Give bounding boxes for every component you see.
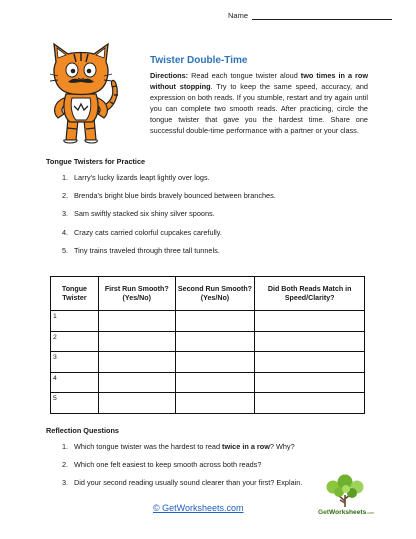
row-number: 3 (51, 352, 99, 373)
twister-text: Larry's lucky lizards leapt lightly over logs. (74, 173, 210, 182)
match-cell[interactable] (255, 311, 365, 332)
list-item (62, 460, 302, 478)
match-cell[interactable] (255, 393, 365, 414)
twister-text: Brenda's bright blue birds bravely bounced between branches. (74, 191, 276, 201)
twister-text: Crazy cats carried colorful cupcakes carefully. (74, 227, 222, 237)
table-header-row (51, 277, 365, 311)
tongue-twister-list (62, 173, 276, 264)
second-run-cell[interactable] (175, 393, 255, 414)
item-number: 3. (62, 478, 69, 488)
list-item (62, 209, 276, 227)
table-row (51, 372, 365, 393)
list-item (62, 442, 302, 460)
row-number: 4 (51, 372, 99, 393)
question-text: Which one felt easiest to keep smooth across both reads? (74, 460, 262, 470)
name-blank-line[interactable] (252, 11, 392, 20)
table-row (51, 393, 365, 414)
list-item (62, 173, 276, 191)
directions-text-1: Read each tongue twister aloud (191, 71, 298, 80)
getworksheets-logo-text (318, 509, 374, 516)
question-part-2: ? Why? (269, 442, 295, 451)
first-run-cell[interactable] (98, 352, 175, 373)
question-part-1: Which tongue twister was the hardest to read (74, 442, 223, 451)
getworksheets-link[interactable]: © GetWorksheets.com (153, 503, 244, 513)
item-number: 2. (62, 191, 69, 201)
header-second-run: Second Run Smooth? (Yes/No) (175, 277, 255, 311)
logo-get: Get (318, 509, 329, 516)
table-row (51, 311, 365, 332)
question-emphasis: twice in a row (222, 442, 270, 451)
header-tongue-twister: Tongue Twister (51, 277, 99, 311)
question-text: Did your second reading usually sound clearer than your first? Explain. (74, 478, 303, 488)
second-run-cell[interactable] (175, 352, 255, 373)
first-run-cell[interactable] (98, 331, 175, 352)
item-number: 5. (62, 245, 69, 255)
logo-worksheets: Worksheets (329, 509, 367, 516)
row-number: 2 (51, 331, 99, 352)
cat-mascot-illustration (44, 40, 124, 146)
worksheet-title: Twister Double-Time (150, 55, 248, 66)
list-item (62, 191, 276, 209)
name-field[interactable] (228, 11, 392, 20)
item-number: 2. (62, 460, 69, 470)
list-item (62, 228, 276, 246)
first-run-cell[interactable] (98, 393, 175, 414)
directions-emphasis: two times in a row without stopping (150, 71, 369, 92)
directions-paragraph (150, 70, 368, 137)
table-row (51, 352, 365, 373)
second-run-cell[interactable] (175, 372, 255, 393)
directions-lead: Directions: (150, 71, 189, 80)
item-number: 1. (62, 173, 69, 182)
first-run-cell[interactable] (98, 372, 175, 393)
header-first-run: First Run Smooth? (Yes/No) (98, 277, 175, 311)
logo-suffix: .com (366, 511, 375, 515)
match-cell[interactable] (255, 352, 365, 373)
name-label: Name (228, 11, 249, 20)
match-cell[interactable] (255, 372, 365, 393)
row-number: 1 (51, 311, 99, 332)
second-run-cell[interactable] (175, 311, 255, 332)
item-number: 1. (62, 442, 69, 451)
table-row (51, 331, 365, 352)
list-item (62, 246, 276, 264)
reflection-question-list (62, 442, 302, 497)
second-run-cell[interactable] (175, 331, 255, 352)
reflection-heading: Reflection Questions (46, 426, 119, 435)
item-number: 3. (62, 209, 69, 219)
directions-text-2: . Try to keep the same speed, accuracy, and expression on both reads. If you stumble, restart and try again until you can complete two smooth reads. After practicing, circle the tongue twister that gave you the hardest time. Share one successful double-time performance with a partner or your class. (150, 82, 368, 136)
match-cell[interactable] (255, 331, 365, 352)
practice-heading: Tongue Twisters for Practice (46, 157, 146, 166)
question-text (74, 442, 295, 460)
list-item (62, 478, 302, 496)
twister-text: Sam swiftly stacked six shiny silver spoons. (74, 209, 215, 219)
twister-text: Tiny trains traveled through three tall tunnels. (74, 245, 220, 255)
first-run-cell[interactable] (98, 311, 175, 332)
row-number: 5 (51, 393, 99, 414)
item-number: 4. (62, 227, 69, 237)
header-both-match: Did Both Reads Match in Speed/Clarity? (255, 277, 365, 311)
practice-table (50, 276, 365, 414)
